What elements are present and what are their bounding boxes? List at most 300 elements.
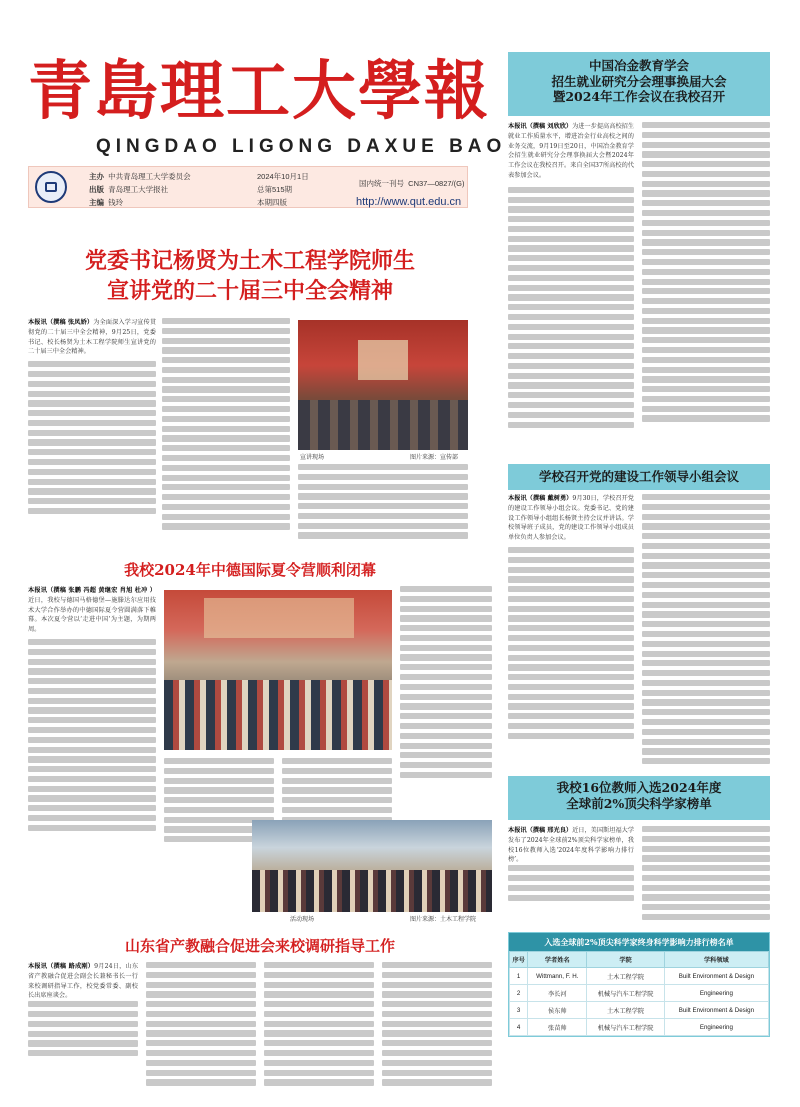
cn-label: 国内统一刊号 bbox=[359, 179, 404, 188]
text-line bbox=[642, 386, 770, 392]
text-line bbox=[400, 723, 492, 729]
text-line bbox=[642, 533, 770, 539]
text-line bbox=[642, 729, 770, 735]
text-line bbox=[28, 371, 156, 377]
text-line bbox=[162, 328, 290, 334]
issue-total: 总第515期 bbox=[257, 185, 293, 194]
text-line bbox=[382, 991, 492, 997]
text-line bbox=[508, 895, 634, 901]
text-line bbox=[382, 962, 492, 968]
article-5-body-col2 bbox=[642, 826, 770, 926]
text-line bbox=[28, 795, 156, 801]
text-line bbox=[162, 396, 290, 402]
text-line bbox=[508, 547, 634, 553]
text-line bbox=[642, 415, 770, 421]
table-header: 学科领域 bbox=[664, 952, 768, 968]
text-line bbox=[508, 664, 634, 670]
table-header: 序号 bbox=[510, 952, 528, 968]
text-line bbox=[28, 717, 156, 723]
text-line bbox=[508, 694, 634, 700]
text-line bbox=[298, 493, 468, 499]
text-line bbox=[28, 766, 156, 772]
text-line bbox=[28, 439, 156, 445]
text-line bbox=[642, 855, 770, 861]
text-line bbox=[382, 972, 492, 978]
text-line bbox=[642, 894, 770, 900]
text-line bbox=[508, 285, 634, 291]
table-cell: 土木工程学院 bbox=[587, 1002, 664, 1019]
text-line bbox=[162, 465, 290, 471]
ranking-table-title: 入选全球前2%顶尖科学家终身科学影响力排行榜名单 bbox=[509, 933, 769, 951]
text-line bbox=[642, 298, 770, 304]
text-line bbox=[264, 1030, 374, 1036]
text-line bbox=[162, 406, 290, 412]
text-line bbox=[146, 1040, 256, 1046]
text-line bbox=[508, 275, 634, 281]
article-6-lead: 本报讯（撰稿 路成刚） bbox=[28, 963, 95, 970]
text-line bbox=[162, 367, 290, 373]
text-line bbox=[146, 1030, 256, 1036]
editor-label: 主编 bbox=[89, 198, 104, 207]
text-line bbox=[28, 815, 156, 821]
text-line bbox=[382, 1030, 492, 1036]
text-line bbox=[282, 758, 392, 764]
ranking-table bbox=[509, 951, 769, 1036]
text-line bbox=[508, 635, 634, 641]
text-line bbox=[28, 688, 156, 694]
text-line bbox=[164, 787, 274, 793]
text-line bbox=[642, 631, 770, 637]
text-line bbox=[28, 469, 156, 475]
text-line bbox=[508, 645, 634, 651]
text-line bbox=[508, 655, 634, 661]
text-line bbox=[508, 733, 634, 739]
text-line bbox=[642, 904, 770, 910]
text-line bbox=[28, 420, 156, 426]
lecture-photo bbox=[298, 320, 468, 450]
text-line bbox=[400, 596, 492, 602]
text-line bbox=[298, 474, 468, 480]
table-row bbox=[510, 1002, 769, 1019]
text-line bbox=[642, 670, 770, 676]
text-line bbox=[164, 758, 274, 764]
text-line bbox=[264, 1011, 374, 1017]
text-line bbox=[508, 615, 634, 621]
sponsor: 中共青岛理工大学委员会 bbox=[108, 172, 191, 181]
issue-date: 2024年10月1日 bbox=[257, 172, 309, 181]
text-line bbox=[298, 503, 468, 509]
text-line bbox=[400, 694, 492, 700]
text-line bbox=[282, 768, 392, 774]
text-line bbox=[164, 797, 274, 803]
text-line bbox=[642, 494, 770, 500]
text-line bbox=[508, 723, 634, 729]
cn-number: CN37—0827/(G) bbox=[408, 179, 465, 188]
text-line bbox=[400, 635, 492, 641]
text-line bbox=[508, 567, 634, 573]
article-3-body bbox=[28, 318, 156, 548]
text-line bbox=[382, 1040, 492, 1046]
text-line bbox=[28, 805, 156, 811]
text-line bbox=[642, 690, 770, 696]
table-cell: Built Environment & Design bbox=[664, 968, 768, 985]
text-line bbox=[400, 772, 492, 778]
text-line bbox=[642, 699, 770, 705]
text-line bbox=[382, 1011, 492, 1017]
text-line bbox=[28, 1050, 138, 1056]
text-line bbox=[28, 649, 156, 655]
text-line bbox=[642, 396, 770, 402]
text-line bbox=[400, 674, 492, 680]
table-cell: Built Environment & Design bbox=[664, 1002, 768, 1019]
article-3-headline: 党委书记杨贤为土木工程学院师生 宣讲党的二十届三中全会精神 bbox=[84, 248, 415, 304]
text-line bbox=[28, 737, 156, 743]
text-line bbox=[400, 606, 492, 612]
text-line bbox=[382, 1070, 492, 1076]
text-line bbox=[508, 875, 634, 881]
text-line bbox=[642, 161, 770, 167]
text-line bbox=[264, 1040, 374, 1046]
text-line bbox=[508, 713, 634, 719]
text-line bbox=[642, 836, 770, 842]
text-line bbox=[642, 122, 770, 128]
text-line bbox=[508, 206, 634, 212]
text-line bbox=[146, 982, 256, 988]
text-line bbox=[400, 654, 492, 660]
text-line bbox=[382, 1001, 492, 1007]
text-line bbox=[162, 347, 290, 353]
text-line bbox=[642, 572, 770, 578]
table-cell: 机械与汽车工程学院 bbox=[587, 1019, 664, 1036]
photo-3-caption: 活动现场 bbox=[290, 917, 315, 923]
text-line bbox=[642, 288, 770, 294]
table-header: 学者姓名 bbox=[528, 952, 587, 968]
text-line bbox=[400, 762, 492, 768]
text-line bbox=[146, 991, 256, 997]
text-line bbox=[146, 1011, 256, 1017]
text-line bbox=[508, 373, 634, 379]
table-header: 学院 bbox=[587, 952, 664, 968]
text-line bbox=[382, 982, 492, 988]
article-1-body-col2 bbox=[642, 122, 770, 442]
text-line bbox=[162, 494, 290, 500]
text-line bbox=[162, 357, 290, 363]
text-line bbox=[642, 758, 770, 764]
website-link[interactable]: http://www.qut.edu.cn bbox=[356, 196, 462, 208]
text-line bbox=[642, 680, 770, 686]
text-line bbox=[508, 216, 634, 222]
text-line bbox=[162, 386, 290, 392]
table-row bbox=[510, 968, 769, 985]
table-cell: 4 bbox=[510, 1019, 528, 1036]
text-line bbox=[400, 703, 492, 709]
text-line bbox=[508, 187, 634, 193]
table-cell: 2 bbox=[510, 985, 528, 1002]
article-4-para: 近日，我校与德国马格德堡—施滕达尔应用技术大学合作举办的中德国际夏令营圆满落下帷幕。本次夏令营以‘走进中国’为主题，为期两周。 bbox=[28, 596, 156, 634]
text-line bbox=[642, 523, 770, 529]
text-line bbox=[28, 488, 156, 494]
text-line bbox=[264, 1070, 374, 1076]
text-line bbox=[508, 625, 634, 631]
text-line bbox=[642, 279, 770, 285]
text-line bbox=[508, 392, 634, 398]
text-line bbox=[264, 962, 374, 968]
text-line bbox=[508, 245, 634, 251]
table-cell: 土木工程学院 bbox=[587, 968, 664, 985]
publisher: 青岛理工大学报社 bbox=[108, 185, 169, 194]
article-1-body bbox=[508, 122, 634, 442]
text-line bbox=[400, 743, 492, 749]
text-line bbox=[642, 142, 770, 148]
text-line bbox=[28, 707, 156, 713]
text-line bbox=[508, 334, 634, 340]
article-4-body-col4 bbox=[400, 586, 492, 846]
text-line bbox=[264, 1050, 374, 1056]
text-line bbox=[508, 596, 634, 602]
text-line bbox=[642, 621, 770, 627]
text-line bbox=[164, 807, 274, 813]
article-3-body-col3 bbox=[298, 464, 468, 544]
text-line bbox=[642, 748, 770, 754]
article-1-headline: 中国冶金教育学会 招生就业研究分会理事换届大会 暨2024年工作会议在我校召开 bbox=[508, 52, 770, 116]
text-line bbox=[642, 875, 770, 881]
text-line bbox=[508, 265, 634, 271]
text-line bbox=[162, 318, 290, 324]
text-line bbox=[508, 557, 634, 563]
text-line bbox=[508, 885, 634, 891]
text-line bbox=[642, 611, 770, 617]
text-line bbox=[642, 171, 770, 177]
article-6-body bbox=[28, 962, 138, 1092]
text-line bbox=[264, 972, 374, 978]
masthead-title: 青島理工大學報 bbox=[28, 54, 490, 129]
text-line bbox=[382, 1021, 492, 1027]
table-header-row bbox=[510, 952, 769, 968]
group-photo bbox=[252, 820, 492, 912]
table-cell: Wittmann, F. H. bbox=[528, 968, 587, 985]
text-line bbox=[642, 318, 770, 324]
text-line bbox=[28, 1040, 138, 1046]
table-cell: Engineering bbox=[664, 985, 768, 1002]
text-line bbox=[28, 391, 156, 397]
text-line bbox=[642, 327, 770, 333]
article-6-body-col3 bbox=[264, 962, 374, 1092]
text-line bbox=[28, 1021, 138, 1027]
sponsor-label: 主办 bbox=[89, 172, 104, 181]
text-line bbox=[642, 230, 770, 236]
text-line bbox=[28, 825, 156, 831]
text-line bbox=[162, 514, 290, 520]
table-cell: 李长河 bbox=[528, 985, 587, 1002]
article-4-headline: 我校2024年中德国际夏令营顺利闭幕 bbox=[124, 561, 376, 579]
text-line bbox=[508, 236, 634, 242]
text-line bbox=[28, 400, 156, 406]
text-line bbox=[400, 752, 492, 758]
text-line bbox=[28, 776, 156, 782]
article-2-body-col2 bbox=[642, 494, 770, 764]
text-line bbox=[642, 553, 770, 559]
text-line bbox=[146, 962, 256, 968]
text-line bbox=[28, 459, 156, 465]
text-line bbox=[642, 357, 770, 363]
text-line bbox=[28, 747, 156, 753]
text-line bbox=[642, 239, 770, 245]
article-5-body bbox=[508, 826, 634, 926]
text-line bbox=[28, 678, 156, 684]
text-line bbox=[642, 514, 770, 520]
text-line bbox=[642, 641, 770, 647]
text-line bbox=[382, 1079, 492, 1085]
article-2-lead: 本报讯（撰稿 戴树勇） bbox=[508, 495, 573, 502]
text-line bbox=[508, 294, 634, 300]
text-line bbox=[264, 982, 374, 988]
article-6-body-col2 bbox=[146, 962, 256, 1092]
masthead-pinyin: QINGDAO LIGONG DAXUE BAO bbox=[96, 136, 507, 157]
text-line bbox=[400, 684, 492, 690]
text-line bbox=[298, 532, 468, 538]
text-line bbox=[642, 660, 770, 666]
text-line bbox=[146, 972, 256, 978]
text-line bbox=[28, 786, 156, 792]
text-line bbox=[642, 504, 770, 510]
article-6-para: 9月24日，山东省产教融合促进会副会长兼秘书长一行来校调研指导工作，校党委常委、副校长出席座谈会。 bbox=[28, 963, 138, 1000]
article-6-body-col4 bbox=[382, 962, 492, 1092]
text-line bbox=[400, 713, 492, 719]
text-line bbox=[642, 200, 770, 206]
photo-3-source: 图片来源：土木工程学院 bbox=[410, 917, 477, 923]
text-line bbox=[642, 543, 770, 549]
text-line bbox=[146, 1079, 256, 1085]
text-line bbox=[162, 484, 290, 490]
text-line bbox=[400, 625, 492, 631]
publisher-label: 出版 bbox=[89, 185, 104, 194]
text-line bbox=[162, 338, 290, 344]
text-line bbox=[400, 586, 492, 592]
article-2-body bbox=[508, 494, 634, 764]
text-line bbox=[28, 727, 156, 733]
university-seal-icon bbox=[35, 171, 67, 203]
text-line bbox=[298, 484, 468, 490]
text-line bbox=[162, 523, 290, 529]
article-3-body-col2 bbox=[162, 318, 290, 548]
article-6-headline: 山东省产教融合促进会来校调研指导工作 bbox=[124, 937, 395, 955]
text-line bbox=[146, 1060, 256, 1066]
text-line bbox=[508, 402, 634, 408]
text-line bbox=[642, 826, 770, 832]
text-line bbox=[382, 1060, 492, 1066]
table-cell: Engineering bbox=[664, 1019, 768, 1036]
text-line bbox=[264, 991, 374, 997]
text-line bbox=[146, 1050, 256, 1056]
text-line bbox=[508, 703, 634, 709]
article-5-headline: 我校16位教师入选2024年度 全球前2%顶尖科学家榜单 bbox=[508, 776, 770, 820]
text-line bbox=[642, 582, 770, 588]
text-line bbox=[28, 498, 156, 504]
text-line bbox=[642, 347, 770, 353]
text-line bbox=[642, 269, 770, 275]
text-line bbox=[642, 406, 770, 412]
text-line bbox=[642, 914, 770, 920]
text-line bbox=[28, 1031, 138, 1037]
summer-camp-photo bbox=[164, 590, 392, 750]
text-line bbox=[642, 739, 770, 745]
text-line bbox=[642, 249, 770, 255]
text-line bbox=[642, 602, 770, 608]
text-line bbox=[282, 797, 392, 803]
text-line bbox=[508, 197, 634, 203]
text-line bbox=[164, 768, 274, 774]
text-line bbox=[162, 445, 290, 451]
text-line bbox=[264, 1060, 374, 1066]
editor: 钱玲 bbox=[108, 198, 124, 207]
text-line bbox=[28, 756, 156, 762]
text-line bbox=[642, 220, 770, 226]
text-line bbox=[508, 576, 634, 582]
text-line bbox=[508, 865, 634, 871]
text-line bbox=[642, 181, 770, 187]
text-line bbox=[642, 865, 770, 871]
text-line bbox=[508, 412, 634, 418]
article-2-headline: 学校召开党的建设工作领导小组会议 bbox=[508, 464, 770, 490]
table-cell: 侯东帅 bbox=[528, 1002, 587, 1019]
text-line bbox=[162, 504, 290, 510]
text-line bbox=[400, 733, 492, 739]
text-line bbox=[508, 684, 634, 690]
text-line bbox=[642, 719, 770, 725]
photo-1-caption: 宣讲现场 bbox=[300, 455, 325, 461]
text-line bbox=[642, 846, 770, 852]
text-line bbox=[28, 668, 156, 674]
text-line bbox=[282, 807, 392, 813]
text-line bbox=[264, 1079, 374, 1085]
text-line bbox=[162, 475, 290, 481]
text-line bbox=[28, 479, 156, 485]
text-line bbox=[28, 508, 156, 514]
text-line bbox=[508, 324, 634, 330]
text-line bbox=[508, 226, 634, 232]
table-row bbox=[510, 1019, 769, 1036]
text-line bbox=[382, 1050, 492, 1056]
text-line bbox=[642, 259, 770, 265]
article-5-lead: 本报讯（撰稿 邢光良） bbox=[508, 827, 573, 834]
ranking-table-box bbox=[508, 932, 770, 1037]
table-cell: 张苗帅 bbox=[528, 1019, 587, 1036]
text-line bbox=[282, 778, 392, 784]
text-line bbox=[642, 210, 770, 216]
article-5-para: 近日，美国斯坦福大学发布了2024年全球前2%顶尖科学家榜单，我校16位教师入选‘2024年度科学影响力排行榜’。 bbox=[508, 827, 634, 864]
text-line bbox=[28, 1001, 138, 1007]
text-line bbox=[642, 190, 770, 196]
text-line bbox=[400, 615, 492, 621]
text-line bbox=[162, 377, 290, 383]
text-line bbox=[282, 787, 392, 793]
text-line bbox=[162, 435, 290, 441]
article-3-lead: 本报讯（撰稿 张凤娇） bbox=[28, 319, 94, 326]
text-line bbox=[146, 1001, 256, 1007]
text-line bbox=[162, 455, 290, 461]
article-4-body bbox=[28, 586, 156, 846]
text-line bbox=[508, 343, 634, 349]
text-line bbox=[400, 664, 492, 670]
text-line bbox=[28, 361, 156, 367]
text-line bbox=[146, 1021, 256, 1027]
text-line bbox=[508, 255, 634, 261]
text-line bbox=[28, 659, 156, 665]
pages: 本期四版 bbox=[257, 198, 287, 207]
text-line bbox=[642, 709, 770, 715]
text-line bbox=[264, 1001, 374, 1007]
text-line bbox=[264, 1021, 374, 1027]
